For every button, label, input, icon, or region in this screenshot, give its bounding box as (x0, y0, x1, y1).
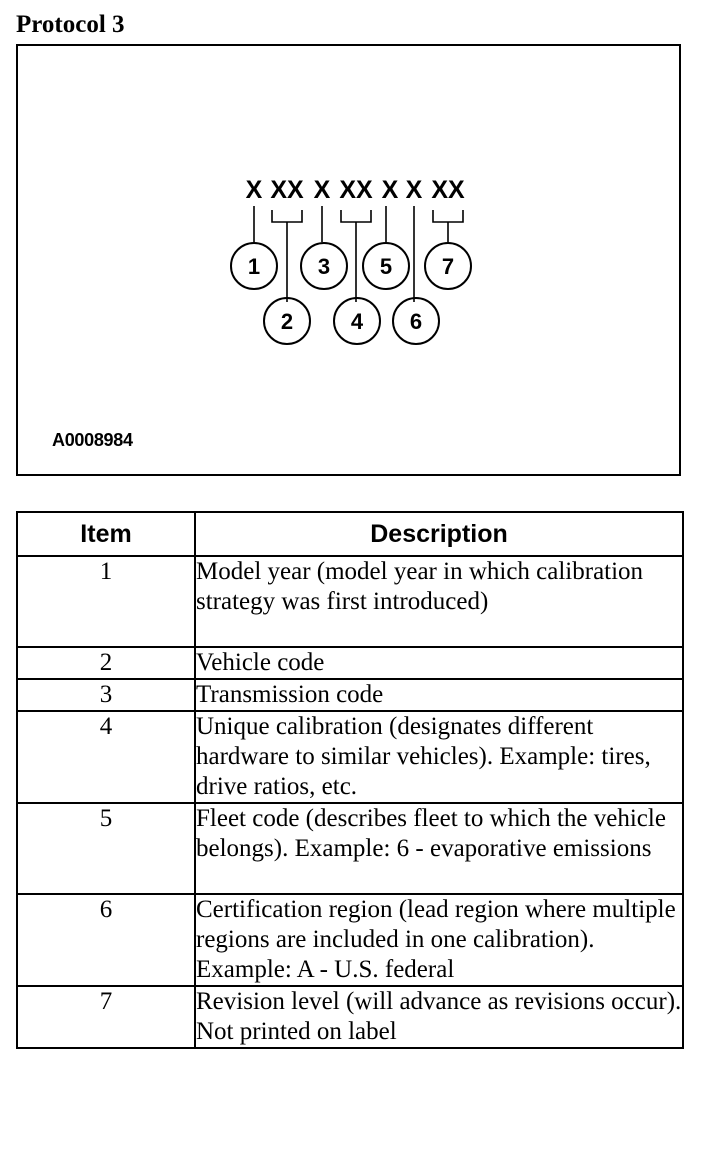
description-cell: Unique calibration (designates different hardware to similar vehicles). Example: tires, drive ratios, etc. (195, 711, 683, 803)
callout-number-3: 3 (317, 254, 331, 279)
description-cell: Fleet code (describes fleet to which the vehicle belongs). Example: 6 - evaporative emissions (195, 803, 683, 894)
item-description-table (16, 511, 684, 1049)
callout-number-7: 7 (441, 254, 455, 279)
callout-number-6: 6 (409, 309, 423, 334)
callout-number-4: 4 (350, 309, 364, 334)
description-column-header: Description (195, 512, 683, 556)
item-cell: 4 (17, 711, 195, 803)
table-header-row (17, 512, 683, 556)
figure-id: A0008984 (52, 430, 133, 450)
bracket-line-2 (272, 210, 302, 302)
table-row (17, 711, 683, 803)
description-cell: Certification region (lead region where multiple regions are included in one calibration). Example: A - U.S. federal (195, 894, 683, 986)
table-row (17, 803, 683, 894)
description-cell: Vehicle code (195, 647, 683, 679)
code-group-6: X (405, 176, 423, 204)
table-row (17, 986, 683, 1048)
item-cell: 7 (17, 986, 195, 1048)
item-cell: 2 (17, 647, 195, 679)
item-cell: 6 (17, 894, 195, 986)
protocol-diagram (16, 44, 681, 476)
table-row (17, 647, 683, 679)
item-cell: 3 (17, 679, 195, 711)
page-title: Protocol 3 (16, 11, 125, 38)
code-group-7: XX (431, 176, 465, 204)
code-group-2: XX (270, 176, 304, 204)
table-row (17, 894, 683, 986)
code-group-4: XX (339, 176, 373, 204)
description-cell: Transmission code (195, 679, 683, 711)
bracket-line-7 (433, 210, 463, 242)
calibration-code-diagram (18, 46, 679, 474)
item-cell: 1 (17, 556, 195, 647)
table-row (17, 679, 683, 711)
item-cell: 5 (17, 803, 195, 894)
item-column-header: Item (17, 512, 195, 556)
callout-number-1: 1 (247, 254, 261, 279)
code-group-3: X (313, 176, 331, 204)
description-cell: Model year (model year in which calibration strategy was first introduced) (195, 556, 683, 647)
code-group-1: X (245, 176, 263, 204)
callout-number-2: 2 (280, 309, 294, 334)
code-group-5: X (381, 176, 399, 204)
callout-number-5: 5 (379, 254, 393, 279)
description-cell: Revision level (will advance as revisions occur). Not printed on label (195, 986, 683, 1048)
table-row (17, 556, 683, 647)
